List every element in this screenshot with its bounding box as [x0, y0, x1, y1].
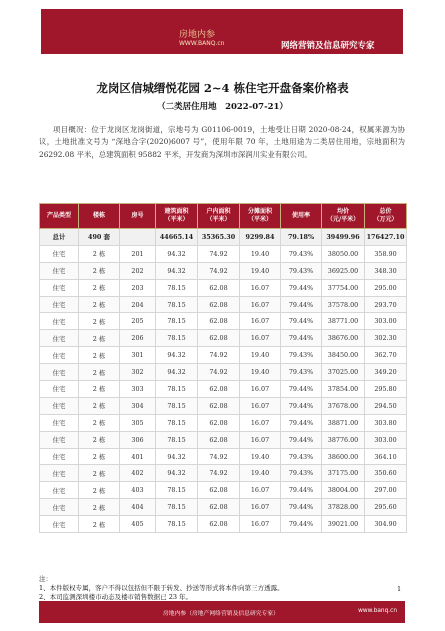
table-cell: 79.44%	[281, 279, 322, 296]
table-cell: 203	[120, 279, 156, 296]
table-cell: 62.08	[198, 313, 240, 330]
table-cell: 303.00	[365, 431, 407, 448]
table-row	[40, 347, 407, 364]
brand-site: WWW.BANQ.cn	[179, 40, 225, 47]
table-cell: 38050.00	[322, 245, 365, 262]
table-cell: 304	[120, 397, 156, 414]
table-cell: 2 栋	[79, 499, 120, 516]
table-cell: 38450.00	[322, 347, 365, 364]
table-cell: 住宅	[40, 279, 79, 296]
table-cell: 62.08	[198, 499, 240, 516]
table-cell: 37175.00	[322, 465, 365, 482]
table-cell: 16.07	[240, 414, 281, 431]
table-cell: 2 栋	[79, 516, 120, 533]
footer-url: www.banq.cn	[358, 608, 397, 614]
table-cell: 362.70	[365, 347, 407, 364]
table-cell: 2 栋	[79, 482, 120, 499]
table-cell: 364.10	[365, 448, 407, 465]
table-cell: 2 栋	[79, 381, 120, 398]
table-cell: 住宅	[40, 313, 79, 330]
table-cell: 16.07	[240, 381, 281, 398]
table-row	[40, 465, 407, 482]
table-cell: 304.90	[365, 516, 407, 533]
table-cell: 348.30	[365, 262, 407, 279]
table-cell: 62.08	[198, 516, 240, 533]
table-cell: 37828.00	[322, 499, 365, 516]
table-cell: 78.15	[156, 296, 198, 313]
table-row	[40, 499, 407, 516]
table-cell: 44665.14	[156, 229, 198, 246]
table-cell: 202	[120, 262, 156, 279]
table-cell: 62.08	[198, 414, 240, 431]
table-cell: 79.43%	[281, 347, 322, 364]
table-cell: 2 栋	[79, 347, 120, 364]
table-cell: 350.60	[365, 465, 407, 482]
table-cell: 404	[120, 499, 156, 516]
table-cell: 78.15	[156, 330, 198, 347]
table-cell: 2 栋	[79, 313, 120, 330]
table-cell: 62.08	[198, 279, 240, 296]
table-cell: 住宅	[40, 364, 79, 381]
table-cell: 住宅	[40, 465, 79, 482]
table-cell: 16.07	[240, 279, 281, 296]
table-row	[40, 330, 407, 347]
table-cell: 住宅	[40, 262, 79, 279]
brand-logo: 房地内参	[179, 30, 216, 40]
table-cell: 302	[120, 364, 156, 381]
table-cell: 16.07	[240, 397, 281, 414]
table-cell: 297.00	[365, 482, 407, 499]
table-cell: 78.15	[156, 313, 198, 330]
table-cell: 79.44%	[281, 296, 322, 313]
price-table	[39, 203, 407, 533]
table-cell: 79.43%	[281, 262, 322, 279]
table-cell: 16.07	[240, 482, 281, 499]
column-header: 产品类型	[40, 204, 79, 229]
page-subtitle: （二类居住用地 2022-07-21）	[157, 102, 288, 112]
table-cell: 349.20	[365, 364, 407, 381]
table-cell: 住宅	[40, 245, 79, 262]
table-row	[40, 262, 407, 279]
table-cell: 住宅	[40, 347, 79, 364]
table-cell: 住宅	[40, 414, 79, 431]
table-cell: 16.07	[240, 330, 281, 347]
table-cell: 35365.30	[198, 229, 240, 246]
table-cell: 79.44%	[281, 397, 322, 414]
table-cell: 78.15	[156, 279, 198, 296]
table-cell: 206	[120, 330, 156, 347]
table-cell: 9299.84	[240, 229, 281, 246]
table-cell: 78.15	[156, 516, 198, 533]
table-cell: 78.15	[156, 414, 198, 431]
table-cell: 住宅	[40, 296, 79, 313]
table-cell: 62.08	[198, 482, 240, 499]
column-header: 建筑面积 （平米）	[156, 204, 198, 229]
footnote	[39, 575, 284, 602]
table-cell: 74.92	[198, 245, 240, 262]
table-cell: 78.15	[156, 499, 198, 516]
table-cell: 住宅	[40, 448, 79, 465]
table-cell: 38771.00	[322, 313, 365, 330]
table-cell: 205	[120, 313, 156, 330]
table-cell: 2 栋	[79, 397, 120, 414]
table-cell: 94.32	[156, 364, 198, 381]
table-cell: 住宅	[40, 499, 79, 516]
table-header-row	[40, 204, 407, 229]
table-cell: 2 栋	[79, 414, 120, 431]
table-cell	[120, 229, 156, 246]
table-cell: 78.15	[156, 482, 198, 499]
table-cell: 37578.00	[322, 296, 365, 313]
table-cell: 2 栋	[79, 279, 120, 296]
table-cell: 2 栋	[79, 330, 120, 347]
table-cell: 94.32	[156, 347, 198, 364]
table-cell: 36925.00	[322, 262, 365, 279]
table-cell: 294.50	[365, 397, 407, 414]
table-cell: 79.44%	[281, 313, 322, 330]
table-cell: 94.32	[156, 262, 198, 279]
table-cell: 16.07	[240, 313, 281, 330]
table-cell: 94.32	[156, 448, 198, 465]
table-cell: 16.07	[240, 516, 281, 533]
table-cell: 37678.00	[322, 397, 365, 414]
table-row	[40, 448, 407, 465]
table-cell: 94.32	[156, 465, 198, 482]
table-row	[40, 516, 407, 533]
table-cell: 74.92	[198, 465, 240, 482]
table-cell: 401	[120, 448, 156, 465]
table-cell: 38871.00	[322, 414, 365, 431]
table-cell: 住宅	[40, 431, 79, 448]
table-cell: 19.40	[240, 245, 281, 262]
table-cell: 总计	[40, 229, 79, 246]
table-cell: 2 栋	[79, 448, 120, 465]
table-cell: 176427.10	[365, 229, 407, 246]
table-cell: 79.44%	[281, 414, 322, 431]
project-intro: 项目概况：位于龙岗区龙岗街道，宗地号为 G01106-0019，土地受让日期 2020-08-24，权属来源为协议，土地批准文号为 “深地合字(2020)6007 号”，使用年限 70 年，土地用途为二类居住用地，宗地面积为 26292.08 平米，总建筑面积 95882 平米，开发商为深圳市深润川实业有限公司。	[39, 125, 405, 159]
table-cell: 306	[120, 431, 156, 448]
table-cell: 38004.00	[322, 482, 365, 499]
table-cell: 79.44%	[281, 330, 322, 347]
footnote-label: 注：	[39, 575, 52, 583]
table-cell: 79.44%	[281, 431, 322, 448]
column-header: 使用率	[281, 204, 322, 229]
table-row	[40, 414, 407, 431]
table-cell: 62.08	[198, 431, 240, 448]
table-cell: 37754.00	[322, 279, 365, 296]
table-cell: 295.00	[365, 279, 407, 296]
footnote-line-1: 1、本件版权专属，客户不得以包括但不限于转发、抄送等形式将本件向第三方透露。	[39, 584, 284, 592]
table-cell: 19.40	[240, 448, 281, 465]
table-row	[40, 313, 407, 330]
table-row	[40, 245, 407, 262]
table-cell: 74.92	[198, 347, 240, 364]
footer-text: 房地内参（房地产网络营销及信息研究专家）	[163, 611, 279, 617]
table-cell: 19.40	[240, 262, 281, 279]
table-row	[40, 482, 407, 499]
table-row	[40, 279, 407, 296]
table-row	[40, 364, 407, 381]
table-cell: 19.40	[240, 364, 281, 381]
table-cell: 住宅	[40, 516, 79, 533]
table-cell: 2 栋	[79, 245, 120, 262]
table-cell: 79.44%	[281, 499, 322, 516]
table-cell: 303.80	[365, 414, 407, 431]
table-cell: 62.08	[198, 330, 240, 347]
table-cell: 293.70	[365, 296, 407, 313]
table-cell: 74.92	[198, 364, 240, 381]
table-cell: 2 栋	[79, 431, 120, 448]
table-cell: 62.08	[198, 381, 240, 398]
table-cell: 79.44%	[281, 482, 322, 499]
table-cell: 2 栋	[79, 262, 120, 279]
table-cell: 303.00	[365, 313, 407, 330]
table-cell: 2 栋	[79, 296, 120, 313]
table-cell: 204	[120, 296, 156, 313]
table-cell: 住宅	[40, 330, 79, 347]
table-cell: 16.07	[240, 499, 281, 516]
table-cell: 38600.00	[322, 448, 365, 465]
table-row	[40, 431, 407, 448]
table-cell: 38676.00	[322, 330, 365, 347]
table-cell: 39021.00	[322, 516, 365, 533]
table-cell: 62.08	[198, 397, 240, 414]
table-cell: 402	[120, 465, 156, 482]
table-cell: 2 栋	[79, 364, 120, 381]
table-cell: 79.43%	[281, 245, 322, 262]
table-cell: 303	[120, 381, 156, 398]
table-cell: 78.15	[156, 397, 198, 414]
column-header: 均价 （元/平米）	[322, 204, 365, 229]
table-cell: 403	[120, 482, 156, 499]
table-cell: 405	[120, 516, 156, 533]
table-cell: 37025.00	[322, 364, 365, 381]
header-banner	[41, 9, 403, 54]
column-header: 户内面积 （平米）	[198, 204, 240, 229]
table-row	[40, 381, 407, 398]
table-cell: 94.32	[156, 245, 198, 262]
table-cell: 490 套	[79, 229, 120, 246]
table-row	[40, 397, 407, 414]
table-cell: 住宅	[40, 482, 79, 499]
table-cell: 301	[120, 347, 156, 364]
table-cell: 305	[120, 414, 156, 431]
table-cell: 37854.00	[322, 381, 365, 398]
table-cell: 79.43%	[281, 364, 322, 381]
table-cell: 79.43%	[281, 448, 322, 465]
table-cell: 住宅	[40, 397, 79, 414]
brand-slogan: 网络营销及信息研究专家	[281, 41, 375, 51]
footer-banner	[39, 601, 405, 623]
table-cell: 358.90	[365, 245, 407, 262]
table-cell: 79.18%	[281, 229, 322, 246]
column-header: 分摊面积 （平米）	[240, 204, 281, 229]
table-cell: 74.92	[198, 262, 240, 279]
table-cell: 201	[120, 245, 156, 262]
table-cell: 78.15	[156, 431, 198, 448]
column-header: 楼栋	[79, 204, 120, 229]
table-cell: 39499.96	[322, 229, 365, 246]
table-total-row	[40, 229, 407, 246]
page-number: 1	[397, 585, 402, 593]
table-cell: 295.60	[365, 499, 407, 516]
table-cell: 78.15	[156, 381, 198, 398]
table-cell: 62.08	[198, 296, 240, 313]
table-cell: 16.07	[240, 296, 281, 313]
table-cell: 住宅	[40, 381, 79, 398]
table-row	[40, 296, 407, 313]
column-header: 房号	[120, 204, 156, 229]
table-cell: 19.40	[240, 465, 281, 482]
column-header: 总价 （万元）	[365, 204, 407, 229]
footnote-line-2: 2、本司监测深圳楼市动态及楼市销售数据已 23 年。	[39, 593, 193, 601]
table-cell: 16.07	[240, 431, 281, 448]
table-cell: 38776.00	[322, 431, 365, 448]
table-cell: 79.44%	[281, 516, 322, 533]
table-cell: 79.43%	[281, 465, 322, 482]
table-cell: 19.40	[240, 347, 281, 364]
table-cell: 302.30	[365, 330, 407, 347]
table-cell: 2 栋	[79, 465, 120, 482]
table-cell: 79.44%	[281, 381, 322, 398]
table-cell: 295.80	[365, 381, 407, 398]
table-cell: 74.92	[198, 448, 240, 465]
page-title: 龙岗区信城缙悦花园 2~4 栋住宅开盘备案价格表	[96, 81, 349, 95]
